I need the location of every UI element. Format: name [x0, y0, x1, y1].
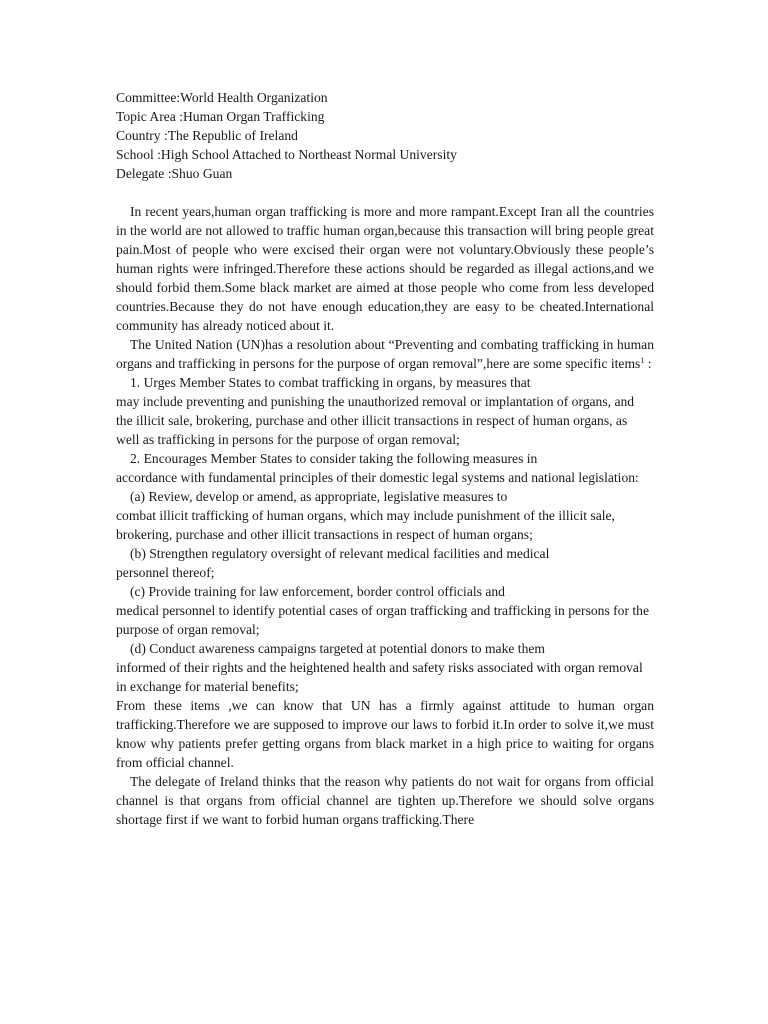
document-content: [116, 88, 654, 829]
item-2d-rest: informed of their rights and the heightened health and safety risks associated with organ removal in exchange for material benefits;: [116, 660, 643, 694]
paragraph-intro: In recent years,human organ trafficking is more and more rampant.Except Iran all the countries in the world are not allowed to traffic human organ,because this transaction will bring people great pain.Most of people who were excised their organ were not voluntary.Obviously these people’s human rights were infringed.Therefore these actions should be regarded as illegal actions,and we should forbid them.Some black market are aimed at those people who come from less developed countries.Because they do not have enough education,they are easy to be cheated.International community has already noticed about it.: [116, 204, 654, 333]
un-resolution-text: The United Nation (UN)has a resolution about “Preventing and combating trafficking in human organs and trafficking in persons for the purpose of organ removal”,here are some specific items: [116, 337, 654, 371]
item-2-lead: 2. Encourages Member States to consider taking the following measures in: [130, 451, 538, 466]
committee-line: Committee:World Health Organization: [116, 90, 328, 105]
item-2d: [116, 639, 654, 696]
document-header: [116, 88, 654, 183]
item-2c: [116, 582, 654, 639]
country-line: Country :The Republic of Ireland: [116, 128, 298, 143]
item-2a-lead: (a) Review, develop or amend, as appropriate, legislative measures to: [130, 489, 508, 504]
delegate-line: Delegate :Shuo Guan: [116, 166, 233, 181]
item-2d-lead: (d) Conduct awareness campaigns targeted at potential donors to make them: [130, 641, 545, 656]
item-2c-rest: medical personnel to identify potential cases of organ trafficking and trafficking in persons for the purpose of organ removal;: [116, 603, 650, 637]
item-2c-lead: (c) Provide training for law enforcement, border control officials and: [130, 584, 505, 599]
item-1: [116, 373, 654, 449]
footnote-marker: 1: [640, 356, 645, 365]
paragraph-conclusion-items: From these items ,we can know that UN has a firmly against attitude to human organ trafficking.Therefore we are supposed to improve our laws to forbid it.In order to solve it,we must know why patients prefer getting organs from black market in a high price to waiting for organs from official channel.: [116, 698, 654, 770]
school-line: School :High School Attached to Northeast Normal University: [116, 147, 457, 162]
item-1-rest: may include preventing and punishing the unauthorized removal or implantation of organs, and the illicit sale, brokering, purchase and other illicit transactions in respect of human organs, as well as trafficking in persons for the purpose of organ removal;: [116, 394, 635, 447]
item-2b: [116, 544, 654, 582]
item-2b-rest: personnel thereof;: [116, 565, 215, 580]
paragraph-ireland-position: The delegate of Ireland thinks that the reason why patients do not wait for organs from official channel is that organs from official channel are tighten up.Therefore we should solve organs shortage first if we want to forbid human organs trafficking.There: [116, 774, 654, 827]
item-1-lead: 1. Urges Member States to combat trafficking in organs, by measures that: [130, 375, 531, 390]
un-resolution-tail: :: [644, 356, 652, 371]
item-2-rest: accordance with fundamental principles of their domestic legal systems and national legislation:: [116, 470, 639, 485]
item-2a-rest: combat illicit trafficking of human organs, which may include punishment of the illicit sale, brokering, purchase and other illicit transactions in respect of human organs;: [116, 508, 615, 542]
topic-line: Topic Area :Human Organ Trafficking: [116, 109, 325, 124]
item-2b-lead: (b) Strengthen regulatory oversight of relevant medical facilities and medical: [130, 546, 550, 561]
paragraph-un-resolution: [116, 335, 654, 373]
item-2: [116, 449, 654, 487]
item-2a: [116, 487, 654, 544]
